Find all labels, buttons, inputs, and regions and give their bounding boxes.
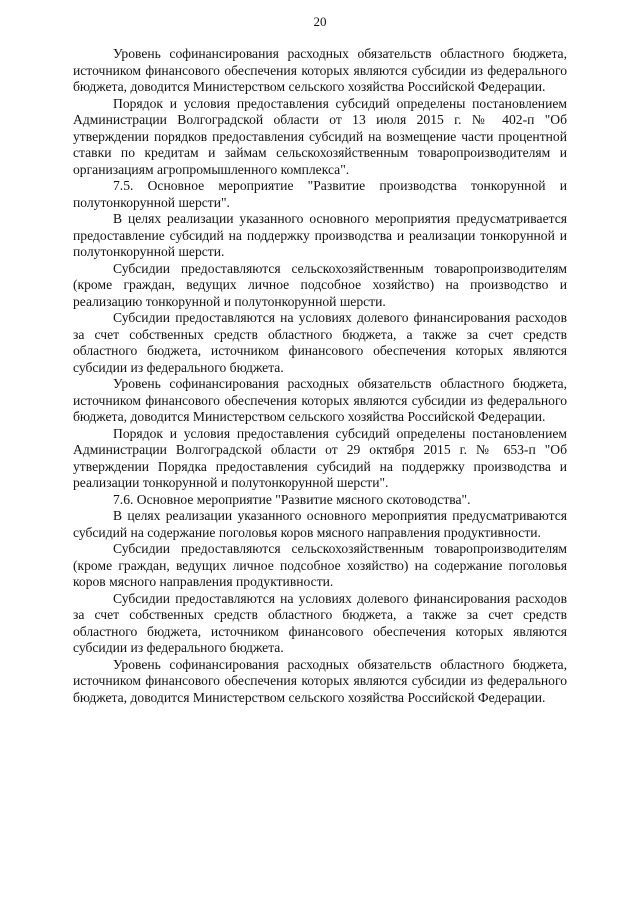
page-number: 20 <box>313 14 327 29</box>
paragraph: Уровень софинансирования расходных обязательств областного бюджета, источником финансового обеспечения которых являются субсидии из федерального бюджета, доводится Министерством сельского хозяйства Российской Федерации. <box>73 656 567 705</box>
paragraph: Уровень софинансирования расходных обязательств областного бюджета, источником финансового обеспечения которых являются субсидии из федерального бюджета, доводится Министерством сельского хозяйства Российской Федерации. <box>73 376 567 424</box>
paragraph: Уровень софинансирования расходных обязательств областного бюджета, источником финансового обеспечения которых являются субсидии из федерального бюджета, доводится Министерством сельского хозяйства Российской Федерации. <box>73 46 567 94</box>
paragraph: Субсидии предоставляются на условиях долевого финансирования расходов за счет собственных средств областного бюджета, а также за счет средств областного бюджета, источником финансового обеспечения которых являются субсидии из федерального бюджета. <box>73 310 567 375</box>
section-heading: 7.5. Основное мероприятие "Развитие производства тонкорунной и полутонкорунной шерсти". <box>73 178 567 210</box>
paragraph: Субсидии предоставляются на условиях долевого финансирования расходов за счет собственных средств областного бюджета, а также за счет средств областного бюджета, источником финансового обеспечения которых являются субсидии из федерального бюджета. <box>73 590 567 655</box>
paragraph: Порядок и условия предоставления субсидий определены постановлением Администрации Волгоградской области от 29 октября 2015 г. № 653-п "Об утверждении Порядка предоставления субсидий на поддержку производства и реализации тонкорунной и полутонкорунной шерсти". <box>73 425 567 490</box>
document-page <box>73 14 567 706</box>
paragraph: Субсидии предоставляются сельскохозяйственным товаропроизводителям (кроме граждан, ведущих личное подсобное хозяйство) на производство и реализацию тонкорунной и полутонкорунной шерсти. <box>73 260 567 309</box>
paragraph: В целях реализации указанного основного мероприятия предусматривается предоставление субсидий на поддержку производства и реализации тонкорунной и полутонкорунной шерсти. <box>73 211 567 259</box>
paragraph: Порядок и условия предоставления субсидий определены постановлением Администрации Волгоградской области от 13 июля 2015 г. № 402-п "Об утверждении порядков предоставления субсидий на возмещение части процентной ставки по кредитам и займам сельскохозяйственным товаропроизводителям и организациям агропромышленного комплекса". <box>73 95 567 177</box>
paragraph: Субсидии предоставляются сельскохозяйственным товаропроизводителям (кроме граждан, ведущих личное подсобное хозяйство) на содержание поголовья коров мясного направления продуктивности. <box>73 541 567 589</box>
paragraph: В целях реализации указанного основного мероприятия предусматриваются субсидий на содержание поголовья коров мясного направления продуктивности. <box>73 508 567 540</box>
section-heading: 7.6. Основное мероприятие "Развитие мясного скотоводства". <box>113 491 471 507</box>
